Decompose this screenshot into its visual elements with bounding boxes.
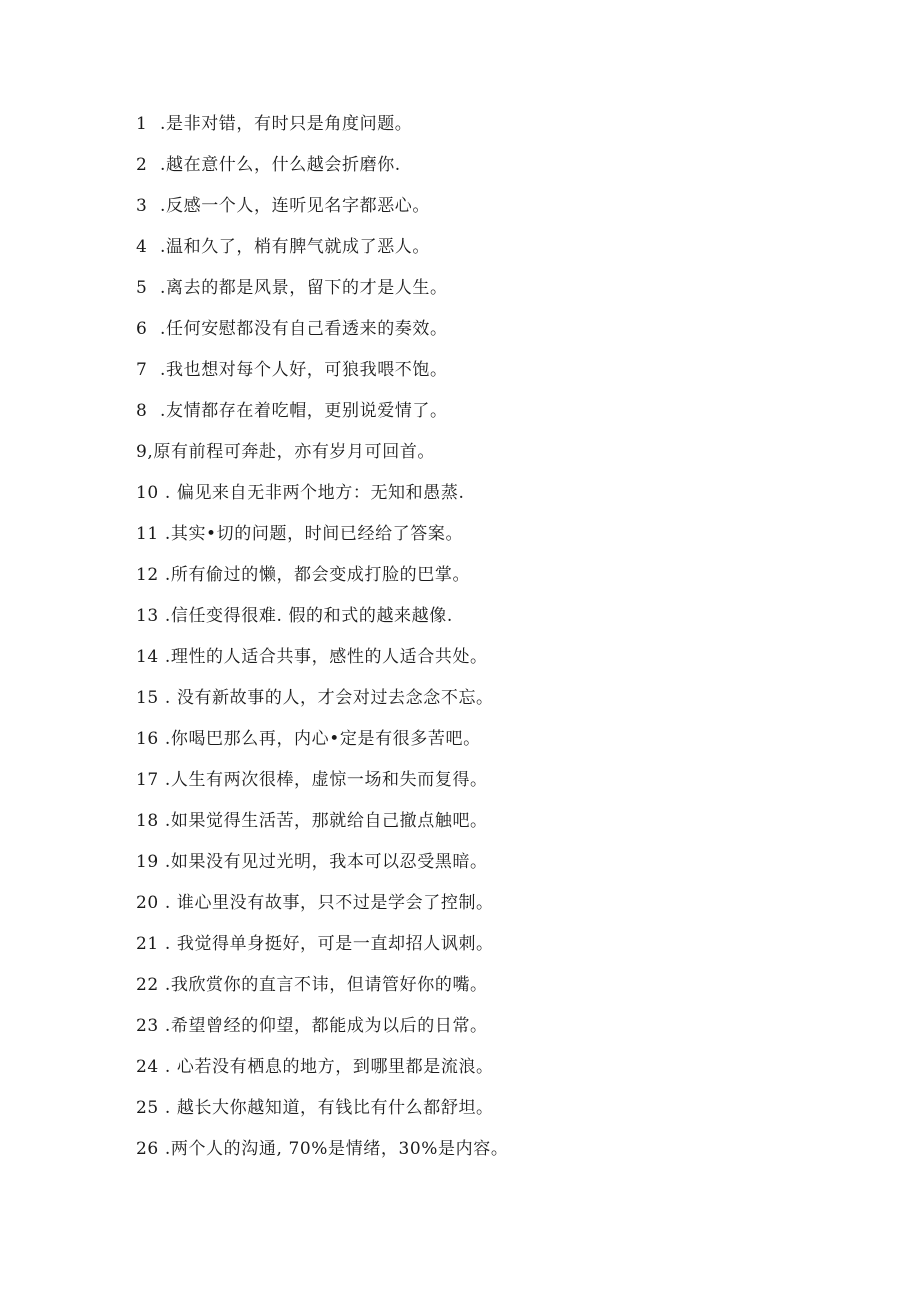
item-text: .我也想对每个人好，可狼我喂不饱。	[160, 360, 448, 380]
list-item	[136, 356, 508, 397]
item-number: 21	[136, 934, 159, 954]
list-item	[136, 1135, 508, 1176]
list-item	[136, 889, 508, 930]
list-item	[136, 766, 508, 807]
list-item	[136, 274, 508, 315]
list-item	[136, 233, 508, 274]
item-number: 20	[136, 893, 159, 913]
item-text: .人生有两次很棒，虚惊一场和失而复得。	[164, 770, 488, 790]
item-number: 25	[136, 1098, 159, 1118]
list-item	[136, 807, 508, 848]
item-number: 10	[136, 483, 159, 503]
item-number: 11	[136, 524, 159, 544]
item-text: .你喝巴那么再，内心•定是有很多苦吧。	[164, 729, 481, 749]
list-item	[136, 438, 508, 479]
item-number: 2	[136, 155, 148, 175]
quote-list	[136, 110, 508, 1176]
item-text: .两个人的沟通, 70%是情绪，30%是内容。	[164, 1139, 509, 1159]
item-text: .任何安慰都没有自己看透来的奏效。	[160, 319, 448, 339]
list-item	[136, 151, 508, 192]
item-number: 19	[136, 852, 159, 872]
list-item	[136, 602, 508, 643]
list-item	[136, 479, 508, 520]
list-item	[136, 110, 508, 151]
item-number: 18	[136, 811, 159, 831]
list-item	[136, 1053, 508, 1094]
item-text: .是非对错，有时只是角度问题。	[160, 114, 413, 134]
item-text: .理性的人适合共事，感性的人适合共处。	[164, 647, 488, 667]
item-text: . 没有新故事的人，才会对过去念念不忘。	[164, 688, 494, 708]
item-number: 17	[136, 770, 159, 790]
item-text: . 我觉得单身挺好，可是一直却招人讽刺。	[164, 934, 494, 954]
item-text: .其实•切的问题，时间已经给了答案。	[164, 524, 464, 544]
list-item	[136, 192, 508, 233]
item-number: 5	[136, 278, 148, 298]
item-number: 26	[136, 1139, 159, 1159]
item-text: .友情都存在着吃帽，更别说爱情了。	[160, 401, 448, 421]
list-item	[136, 520, 508, 561]
list-item	[136, 1094, 508, 1135]
list-item	[136, 684, 508, 725]
item-number: 4	[136, 237, 148, 257]
item-number: 6	[136, 319, 148, 339]
list-item	[136, 315, 508, 356]
item-text: .信任变得很难. 假的和式的越来越像.	[164, 606, 453, 626]
item-text: . 心若没有栖息的地方，到哪里都是流浪。	[164, 1057, 494, 1077]
item-number: 14	[136, 647, 159, 667]
list-item	[136, 397, 508, 438]
item-number: 22	[136, 975, 159, 995]
item-text: .温和久了，梢有脾气就成了恶人。	[160, 237, 431, 257]
item-text: .反感一个人，连听见名字都恶心。	[160, 196, 431, 216]
list-item	[136, 848, 508, 889]
item-number: 7	[136, 360, 148, 380]
item-text: .越在意什么，什么越会折磨你.	[160, 155, 401, 175]
item-text: .离去的都是风景，留下的才是人生。	[160, 278, 448, 298]
item-text: .我欣赏你的直言不讳，但请管好你的嘴。	[164, 975, 488, 995]
item-number: 16	[136, 729, 159, 749]
item-text: .如果没有见过光明，我本可以忍受黑暗。	[164, 852, 488, 872]
item-number: 12	[136, 565, 159, 585]
item-text: .如果觉得生活苦，那就给自己撤点触吧。	[164, 811, 488, 831]
list-item	[136, 725, 508, 766]
item-number: 1	[136, 114, 148, 134]
item-text: .所有偷过的懒，都会变成打脸的巴掌。	[164, 565, 471, 585]
item-number: 23	[136, 1016, 159, 1036]
item-text: . 越长大你越知道，有钱比有什么都舒坦。	[164, 1098, 494, 1118]
item-number: 15	[136, 688, 159, 708]
item-text: 9,原有前程可奔赴，亦有岁月可回首。	[136, 442, 436, 462]
item-number: 24	[136, 1057, 159, 1077]
item-number: 8	[136, 401, 148, 421]
list-item	[136, 561, 508, 602]
item-text: . 偏见来自无非两个地方：无知和愚蒸.	[164, 483, 465, 503]
list-item	[136, 971, 508, 1012]
list-item	[136, 930, 508, 971]
item-number: 3	[136, 196, 148, 216]
list-item	[136, 1012, 508, 1053]
item-text: . 谁心里没有故事，只不过是学会了控制。	[164, 893, 494, 913]
item-text: .希望曾经的仰望，都能成为以后的日常。	[164, 1016, 488, 1036]
item-number: 13	[136, 606, 159, 626]
list-item	[136, 643, 508, 684]
